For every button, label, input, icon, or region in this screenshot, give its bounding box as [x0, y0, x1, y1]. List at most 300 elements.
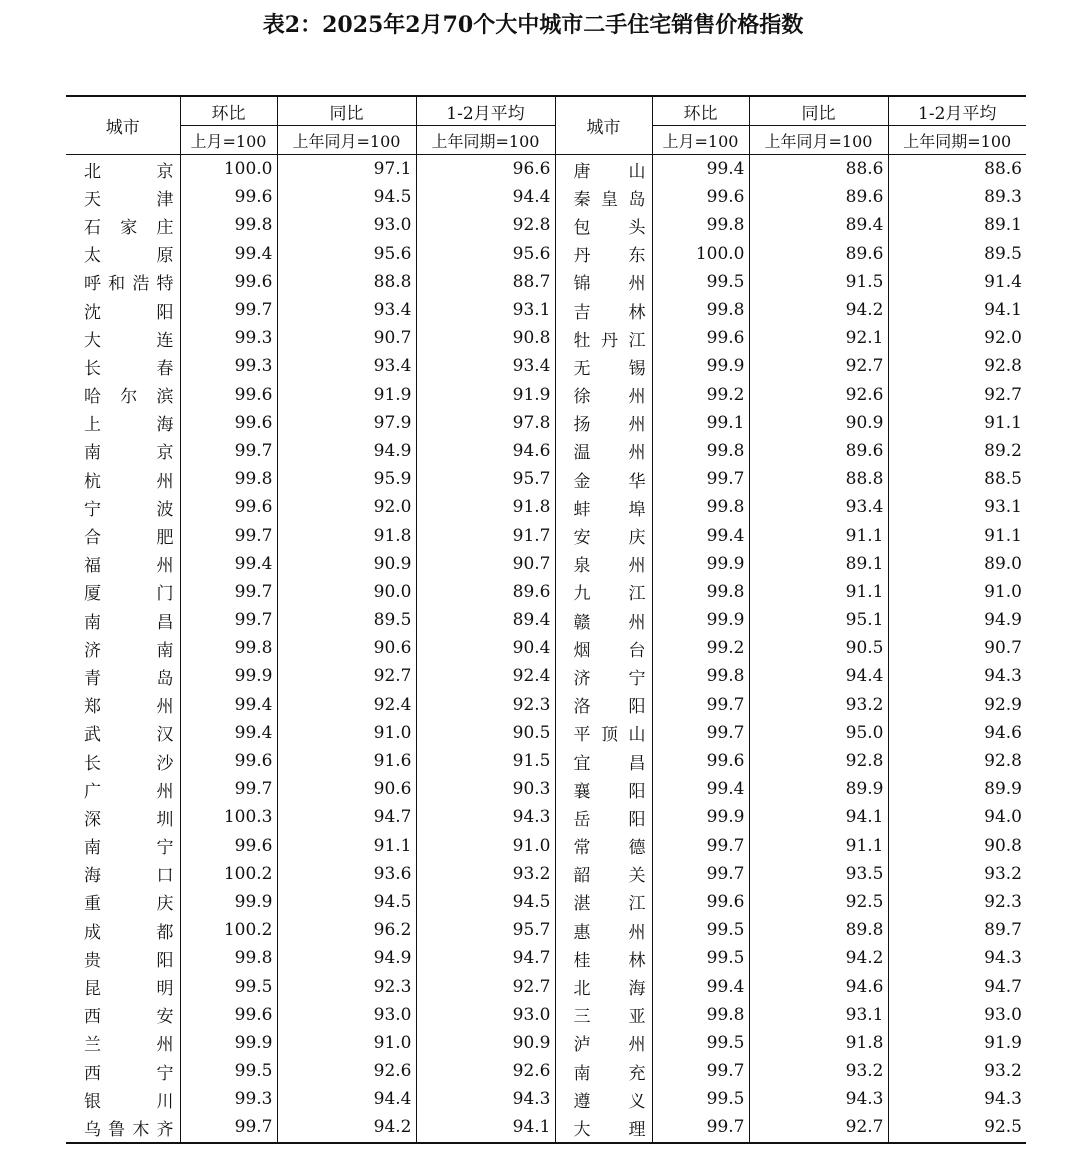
cell-avg-right: 91.1	[888, 409, 1026, 437]
cell-mom-left: 99.8	[180, 634, 277, 662]
cell-yoy-left: 90.0	[277, 578, 416, 606]
table-row	[66, 832, 1026, 860]
cell-city-left: 郑州	[84, 697, 174, 718]
cell-mom-left: 99.6	[180, 268, 277, 296]
cell-city-left: 昆明	[84, 979, 174, 1000]
table-row	[66, 775, 1026, 803]
cell-yoy-left: 91.6	[277, 747, 416, 775]
cell-city-left: 海口	[84, 866, 174, 887]
cell-avg-left: 90.7	[416, 550, 555, 578]
cell-city-left: 太原	[84, 246, 174, 267]
cell-mom-right: 99.2	[652, 381, 749, 409]
table-row	[66, 381, 1026, 409]
cell-yoy-right: 93.4	[749, 493, 888, 521]
table-row	[66, 691, 1026, 719]
cell-yoy-right: 89.6	[749, 437, 888, 465]
cell-yoy-right: 95.0	[749, 719, 888, 747]
header-city-right: 城市	[555, 96, 652, 155]
cell-city-left: 深圳	[84, 809, 174, 830]
cell-city-right: 南充	[555, 1057, 652, 1085]
cell-city-right: 常德	[555, 832, 652, 860]
cell-yoy-left: 91.0	[277, 719, 416, 747]
cell-city-left: 上海	[84, 415, 174, 436]
cell-yoy-right: 93.2	[749, 1057, 888, 1085]
table-row	[66, 662, 1026, 690]
header-row-1	[66, 96, 1026, 126]
table-row	[66, 803, 1026, 831]
table-row	[66, 860, 1026, 888]
cell-city-left: 福州	[84, 556, 174, 577]
cell-mom-right: 99.5	[652, 944, 749, 972]
cell-mom-left: 99.3	[180, 352, 277, 380]
cell-city-right: 惠州	[555, 916, 652, 944]
cell-avg-right: 91.4	[888, 268, 1026, 296]
cell-city-left: 长春	[84, 358, 174, 379]
cell-avg-right: 90.7	[888, 634, 1026, 662]
table-row	[66, 211, 1026, 239]
table-row	[66, 183, 1026, 211]
cell-avg-right: 89.5	[888, 240, 1026, 268]
cell-mom-right: 99.2	[652, 634, 749, 662]
cell-avg-right: 89.7	[888, 916, 1026, 944]
cell-city-left: 广州	[84, 781, 174, 802]
cell-mom-left: 99.7	[180, 578, 277, 606]
cell-mom-left: 99.9	[180, 1029, 277, 1057]
cell-mom-right: 99.8	[652, 662, 749, 690]
cell-avg-left: 92.8	[416, 211, 555, 239]
cell-yoy-right: 93.1	[749, 1001, 888, 1029]
cell-city-right: 烟台	[555, 634, 652, 662]
cell-city-right: 洛阳	[555, 691, 652, 719]
header-mom-right: 环比	[652, 96, 749, 126]
header-city-left: 城市	[66, 96, 180, 155]
cell-avg-left: 92.3	[416, 691, 555, 719]
cell-mom-left: 99.3	[180, 324, 277, 352]
cell-mom-right: 99.9	[652, 606, 749, 634]
cell-yoy-right: 90.5	[749, 634, 888, 662]
cell-mom-right: 99.5	[652, 1029, 749, 1057]
cell-yoy-left: 94.9	[277, 437, 416, 465]
cell-city-right: 徐州	[555, 381, 652, 409]
cell-yoy-left: 94.2	[277, 1113, 416, 1142]
cell-mom-right: 99.5	[652, 1085, 749, 1113]
cell-city-left: 青岛	[84, 668, 174, 689]
cell-yoy-right: 92.5	[749, 888, 888, 916]
cell-mom-left: 99.6	[180, 493, 277, 521]
cell-mom-left: 99.4	[180, 691, 277, 719]
header-avg-base-right: 上年同期=100	[888, 126, 1026, 155]
cell-mom-right: 99.6	[652, 747, 749, 775]
cell-city-left: 成都	[84, 922, 174, 943]
cell-avg-right: 94.0	[888, 803, 1026, 831]
cell-mom-left: 99.6	[180, 1001, 277, 1029]
cell-avg-left: 94.5	[416, 888, 555, 916]
table-row	[66, 747, 1026, 775]
table-row	[66, 296, 1026, 324]
cell-city-left: 武汉	[84, 725, 174, 746]
cell-yoy-left: 93.0	[277, 1001, 416, 1029]
cell-yoy-right: 89.9	[749, 775, 888, 803]
cell-avg-left: 89.6	[416, 578, 555, 606]
cell-yoy-left: 95.6	[277, 240, 416, 268]
cell-avg-right: 94.6	[888, 719, 1026, 747]
cell-city-left: 天津	[84, 189, 174, 210]
cell-mom-left: 99.4	[180, 719, 277, 747]
cell-city-right: 九江	[555, 578, 652, 606]
cell-avg-left: 90.9	[416, 1029, 555, 1057]
header-mom-base-right: 上月=100	[652, 126, 749, 155]
cell-mom-right: 99.8	[652, 1001, 749, 1029]
cell-city-right: 吉林	[555, 296, 652, 324]
cell-avg-right: 92.3	[888, 888, 1026, 916]
cell-mom-right: 99.4	[652, 775, 749, 803]
cell-yoy-left: 91.1	[277, 832, 416, 860]
cell-city-right: 北海	[555, 972, 652, 1000]
cell-mom-left: 99.9	[180, 662, 277, 690]
cell-avg-right: 94.3	[888, 662, 1026, 690]
cell-yoy-left: 94.7	[277, 803, 416, 831]
cell-yoy-right: 94.3	[749, 1085, 888, 1113]
table-row	[66, 944, 1026, 972]
cell-avg-right: 89.0	[888, 550, 1026, 578]
cell-yoy-right: 94.4	[749, 662, 888, 690]
cell-yoy-left: 88.8	[277, 268, 416, 296]
cell-city-left: 呼和浩特	[84, 274, 174, 295]
cell-avg-left: 93.0	[416, 1001, 555, 1029]
cell-avg-right: 91.1	[888, 521, 1026, 549]
cell-city-left: 西安	[84, 1007, 174, 1028]
cell-avg-left: 94.6	[416, 437, 555, 465]
cell-city-right: 韶关	[555, 860, 652, 888]
cell-mom-left: 100.3	[180, 803, 277, 831]
cell-mom-left: 100.2	[180, 916, 277, 944]
cell-avg-left: 96.6	[416, 155, 555, 184]
cell-avg-left: 88.7	[416, 268, 555, 296]
cell-yoy-left: 97.9	[277, 409, 416, 437]
cell-yoy-left: 89.5	[277, 606, 416, 634]
cell-city-right: 遵义	[555, 1085, 652, 1113]
cell-yoy-right: 92.7	[749, 352, 888, 380]
cell-avg-left: 94.3	[416, 1085, 555, 1113]
cell-mom-left: 99.8	[180, 465, 277, 493]
cell-mom-left: 99.8	[180, 944, 277, 972]
cell-mom-left: 100.0	[180, 155, 277, 184]
cell-yoy-right: 94.6	[749, 972, 888, 1000]
cell-avg-right: 88.6	[888, 155, 1026, 184]
cell-mom-right: 99.8	[652, 493, 749, 521]
header-yoy-left: 同比	[277, 96, 416, 126]
cell-mom-left: 99.7	[180, 437, 277, 465]
cell-city-right: 泉州	[555, 550, 652, 578]
cell-city-left: 贵阳	[84, 950, 174, 971]
cell-avg-right: 93.0	[888, 1001, 1026, 1029]
cell-city-left: 厦门	[84, 584, 174, 605]
cell-city-right: 济宁	[555, 662, 652, 690]
cell-mom-left: 99.6	[180, 832, 277, 860]
cell-avg-right: 94.7	[888, 972, 1026, 1000]
cell-city-left: 重庆	[84, 894, 174, 915]
cell-yoy-right: 90.9	[749, 409, 888, 437]
cell-avg-left: 97.8	[416, 409, 555, 437]
cell-avg-left: 94.3	[416, 803, 555, 831]
cell-avg-left: 89.4	[416, 606, 555, 634]
table-row	[66, 437, 1026, 465]
header-row-2	[66, 126, 1026, 155]
cell-city-left: 南宁	[84, 838, 174, 859]
cell-mom-left: 99.6	[180, 409, 277, 437]
table-row	[66, 972, 1026, 1000]
cell-avg-left: 94.7	[416, 944, 555, 972]
cell-mom-right: 100.0	[652, 240, 749, 268]
cell-yoy-left: 91.8	[277, 521, 416, 549]
table-row	[66, 324, 1026, 352]
cell-avg-right: 89.3	[888, 183, 1026, 211]
cell-yoy-left: 97.1	[277, 155, 416, 184]
cell-city-left: 大连	[84, 330, 174, 351]
cell-yoy-left: 90.7	[277, 324, 416, 352]
cell-avg-right: 94.9	[888, 606, 1026, 634]
cell-mom-left: 99.5	[180, 972, 277, 1000]
cell-yoy-right: 94.2	[749, 296, 888, 324]
table-row	[66, 409, 1026, 437]
cell-city-right: 桂林	[555, 944, 652, 972]
cell-avg-right: 94.3	[888, 1085, 1026, 1113]
cell-yoy-left: 91.9	[277, 381, 416, 409]
cell-mom-left: 99.7	[180, 1113, 277, 1142]
cell-city-right: 安庆	[555, 521, 652, 549]
cell-city-left: 南京	[84, 443, 174, 464]
cell-yoy-left: 93.4	[277, 352, 416, 380]
cell-city-right: 扬州	[555, 409, 652, 437]
cell-mom-left: 100.2	[180, 860, 277, 888]
cell-mom-right: 99.5	[652, 268, 749, 296]
cell-mom-right: 99.4	[652, 155, 749, 184]
cell-mom-right: 99.6	[652, 183, 749, 211]
cell-yoy-right: 88.8	[749, 465, 888, 493]
cell-mom-right: 99.9	[652, 352, 749, 380]
header-yoy-right: 同比	[749, 96, 888, 126]
table-row	[66, 606, 1026, 634]
cell-yoy-right: 89.1	[749, 550, 888, 578]
cell-city-right: 蚌埠	[555, 493, 652, 521]
cell-yoy-right: 92.1	[749, 324, 888, 352]
cell-city-left: 杭州	[84, 471, 174, 492]
table-row	[66, 550, 1026, 578]
cell-city-right: 无锡	[555, 352, 652, 380]
cell-city-left: 长沙	[84, 753, 174, 774]
table-row	[66, 1113, 1026, 1142]
cell-avg-left: 92.6	[416, 1057, 555, 1085]
table-row	[66, 493, 1026, 521]
cell-mom-left: 99.7	[180, 296, 277, 324]
cell-mom-left: 99.6	[180, 183, 277, 211]
cell-mom-right: 99.6	[652, 324, 749, 352]
cell-avg-right: 92.8	[888, 352, 1026, 380]
cell-yoy-left: 92.7	[277, 662, 416, 690]
cell-avg-left: 94.4	[416, 183, 555, 211]
cell-avg-left: 91.5	[416, 747, 555, 775]
cell-mom-left: 99.4	[180, 550, 277, 578]
cell-yoy-left: 92.6	[277, 1057, 416, 1085]
cell-mom-right: 99.7	[652, 1113, 749, 1142]
cell-yoy-left: 90.9	[277, 550, 416, 578]
cell-city-left: 合肥	[84, 528, 174, 549]
cell-avg-right: 90.8	[888, 832, 1026, 860]
cell-yoy-left: 92.3	[277, 972, 416, 1000]
cell-yoy-right: 93.2	[749, 691, 888, 719]
cell-mom-right: 99.1	[652, 409, 749, 437]
cell-avg-left: 90.8	[416, 324, 555, 352]
cell-avg-right: 92.5	[888, 1113, 1026, 1142]
cell-city-right: 襄阳	[555, 775, 652, 803]
cell-avg-right: 92.9	[888, 691, 1026, 719]
table-row	[66, 1085, 1026, 1113]
cell-mom-right: 99.8	[652, 211, 749, 239]
cell-yoy-right: 91.1	[749, 521, 888, 549]
cell-yoy-right: 91.5	[749, 268, 888, 296]
table-row	[66, 155, 1026, 184]
table-row	[66, 578, 1026, 606]
header-mom-base-left: 上月=100	[180, 126, 277, 155]
cell-mom-left: 99.3	[180, 1085, 277, 1113]
table-row	[66, 1001, 1026, 1029]
cell-yoy-right: 88.6	[749, 155, 888, 184]
table-row	[66, 888, 1026, 916]
cell-city-left: 南昌	[84, 612, 174, 633]
cell-avg-left: 90.5	[416, 719, 555, 747]
cell-mom-right: 99.7	[652, 719, 749, 747]
cell-city-right: 宜昌	[555, 747, 652, 775]
header-avg-right: 1-2月平均	[888, 96, 1026, 126]
cell-city-right: 三亚	[555, 1001, 652, 1029]
cell-mom-left: 99.8	[180, 211, 277, 239]
cell-mom-left: 99.9	[180, 888, 277, 916]
cell-yoy-right: 95.1	[749, 606, 888, 634]
cell-city-right: 湛江	[555, 888, 652, 916]
cell-avg-right: 92.8	[888, 747, 1026, 775]
cell-mom-left: 99.4	[180, 240, 277, 268]
cell-yoy-right: 91.1	[749, 578, 888, 606]
table-row	[66, 268, 1026, 296]
cell-avg-right: 93.2	[888, 1057, 1026, 1085]
cell-yoy-left: 93.4	[277, 296, 416, 324]
cell-mom-right: 99.9	[652, 550, 749, 578]
cell-city-left: 沈阳	[84, 302, 174, 323]
table-row	[66, 916, 1026, 944]
cell-city-left: 西宁	[84, 1063, 174, 1084]
cell-mom-right: 99.7	[652, 832, 749, 860]
cell-mom-left: 99.5	[180, 1057, 277, 1085]
cell-avg-left: 93.1	[416, 296, 555, 324]
table-row	[66, 352, 1026, 380]
header-avg-base-left: 上年同期=100	[416, 126, 555, 155]
table-row	[66, 521, 1026, 549]
cell-yoy-left: 95.9	[277, 465, 416, 493]
header-yoy-base-right: 上年同月=100	[749, 126, 888, 155]
cell-yoy-right: 89.4	[749, 211, 888, 239]
cell-avg-right: 91.0	[888, 578, 1026, 606]
cell-yoy-right: 92.6	[749, 381, 888, 409]
cell-yoy-left: 94.9	[277, 944, 416, 972]
cell-city-right: 大理	[555, 1113, 652, 1142]
cell-avg-left: 93.2	[416, 860, 555, 888]
cell-avg-left: 93.4	[416, 352, 555, 380]
cell-avg-right: 94.1	[888, 296, 1026, 324]
cell-mom-right: 99.8	[652, 437, 749, 465]
cell-city-left: 济南	[84, 640, 174, 661]
cell-city-right: 锦州	[555, 268, 652, 296]
cell-avg-right: 89.1	[888, 211, 1026, 239]
cell-mom-right: 99.7	[652, 1057, 749, 1085]
cell-avg-left: 91.9	[416, 381, 555, 409]
cell-yoy-right: 89.6	[749, 183, 888, 211]
cell-mom-left: 99.7	[180, 775, 277, 803]
table-row	[66, 465, 1026, 493]
cell-yoy-right: 94.1	[749, 803, 888, 831]
cell-avg-left: 91.0	[416, 832, 555, 860]
cell-yoy-left: 92.4	[277, 691, 416, 719]
cell-city-left: 乌鲁木齐	[66, 1113, 180, 1142]
cell-mom-left: 99.7	[180, 606, 277, 634]
header-mom-left: 环比	[180, 96, 277, 126]
header-yoy-base-left: 上年同月=100	[277, 126, 416, 155]
cell-mom-left: 99.7	[180, 521, 277, 549]
table-body	[66, 155, 1026, 1143]
cell-mom-right: 99.9	[652, 803, 749, 831]
cell-yoy-left: 91.0	[277, 1029, 416, 1057]
cell-city-right: 金华	[555, 465, 652, 493]
cell-mom-left: 99.6	[180, 381, 277, 409]
cell-avg-right: 92.0	[888, 324, 1026, 352]
header-avg-left: 1-2月平均	[416, 96, 555, 126]
cell-avg-left: 91.7	[416, 521, 555, 549]
cell-avg-left: 92.4	[416, 662, 555, 690]
cell-city-right: 包头	[555, 211, 652, 239]
cell-yoy-left: 96.2	[277, 916, 416, 944]
cell-yoy-left: 94.5	[277, 888, 416, 916]
cell-mom-right: 99.7	[652, 465, 749, 493]
cell-city-left: 兰州	[84, 1035, 174, 1056]
table-row	[66, 1029, 1026, 1057]
cell-city-right: 唐山	[555, 155, 652, 184]
table-row	[66, 719, 1026, 747]
cell-yoy-right: 93.5	[749, 860, 888, 888]
table-row	[66, 240, 1026, 268]
table-row	[66, 634, 1026, 662]
cell-yoy-left: 90.6	[277, 775, 416, 803]
cell-mom-right: 99.7	[652, 691, 749, 719]
cell-yoy-left: 94.5	[277, 183, 416, 211]
cell-avg-left: 95.6	[416, 240, 555, 268]
cell-city-right: 平顶山	[555, 719, 652, 747]
cell-avg-left: 94.1	[416, 1113, 555, 1142]
cell-yoy-right: 94.2	[749, 944, 888, 972]
cell-avg-left: 90.3	[416, 775, 555, 803]
cell-avg-right: 91.9	[888, 1029, 1026, 1057]
cell-mom-right: 99.5	[652, 916, 749, 944]
cell-avg-left: 91.8	[416, 493, 555, 521]
cell-avg-left: 95.7	[416, 916, 555, 944]
cell-yoy-right: 91.1	[749, 832, 888, 860]
price-index-table	[66, 95, 1026, 1144]
cell-yoy-left: 94.4	[277, 1085, 416, 1113]
cell-city-left: 银川	[84, 1091, 174, 1112]
cell-mom-left: 99.6	[180, 747, 277, 775]
cell-city-left: 宁波	[84, 499, 174, 520]
cell-mom-right: 99.6	[652, 888, 749, 916]
cell-yoy-right: 91.8	[749, 1029, 888, 1057]
cell-city-right: 岳阳	[555, 803, 652, 831]
